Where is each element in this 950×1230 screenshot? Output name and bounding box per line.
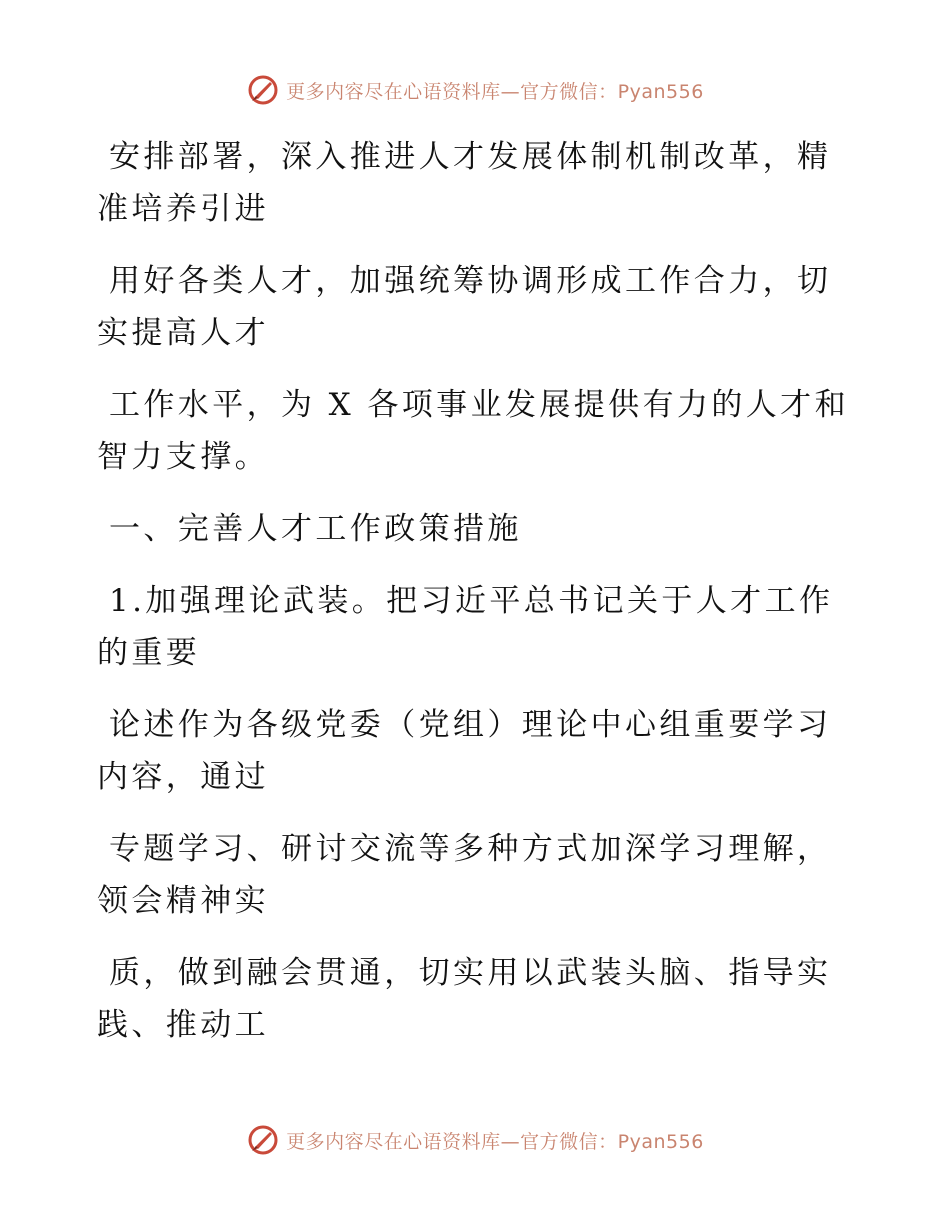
paragraph-line: 质，做到融会贯通，切实用以武装头脑、指导实 [109,955,832,991]
paragraph [97,128,857,238]
paragraph [97,572,857,682]
quill-logo-icon [246,1123,280,1157]
paragraph [97,944,857,1054]
watermark-text: 更多内容尽在心语资料库—官方微信：Pyan556 [286,1130,704,1153]
document-body [97,128,857,1054]
heading-line: 一、完善人才工作政策措施 [109,511,522,547]
quill-logo-icon [246,73,280,107]
paragraph-line: 专题学习、研讨交流等多种方式加深学习理解， [109,831,832,867]
paragraph-line: 实提高人才 [97,315,269,351]
paragraph-line: 安排部署，深入推进人才发展体制机制改革，精 [109,139,832,175]
watermark-text: 更多内容尽在心语资料库—官方微信：Pyan556 [286,80,704,103]
paragraph-line: 践、推动工 [97,1007,269,1043]
section-heading [97,500,857,558]
paragraph-line: 领会精神实 [97,883,269,919]
paragraph [97,696,857,806]
header-watermark [0,73,950,107]
paragraph-line: 用好各类人才，加强统筹协调形成工作合力，切 [109,263,832,299]
paragraph-line: 准培养引进 [97,191,269,227]
footer-watermark [0,1123,950,1157]
paragraph-line: 1.加强理论武装。把习近平总书记关于人才工作 [109,583,834,619]
paragraph-line: 工作水平，为 X 各项事业发展提供有力的人才和 [109,387,849,423]
paragraph-line: 智力支撑。 [97,439,269,475]
paragraph-line: 内容，通过 [97,759,269,795]
paragraph [97,376,857,486]
paragraph-line: 的重要 [97,635,201,671]
paragraph [97,252,857,362]
paragraph-line: 论述作为各级党委（党组）理论中心组重要学习 [109,707,832,743]
paragraph [97,820,857,930]
